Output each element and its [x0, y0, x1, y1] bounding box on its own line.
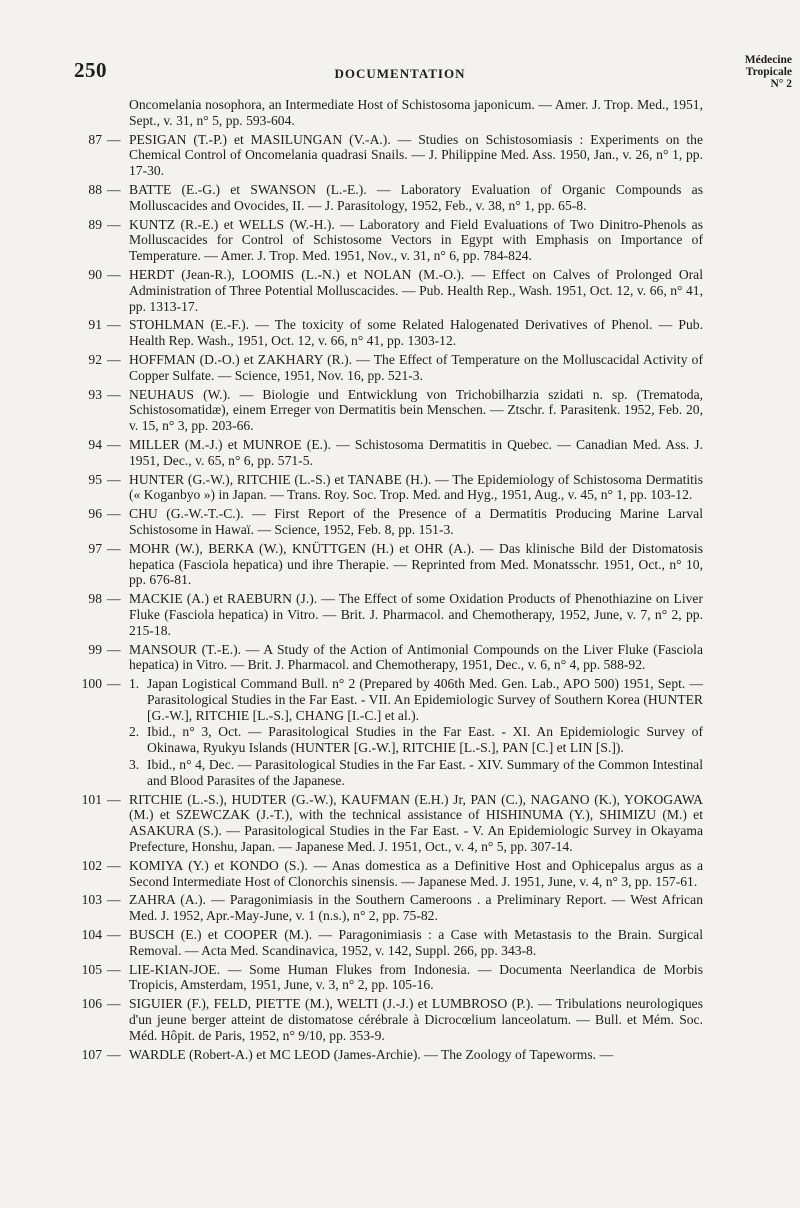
list-item: 89 — KUNTZ (R.-E.) et WELLS (W.-H.). — Laboratory and Field Evaluations of Two Dinitro-Phenols as Molluscacides for Control of Schistosome Vectors in Egypt with Emphasis on Importance of Temperature. — Amer. J. Trop. Med. 1951, Nov., v. 31, n° 6, pp. 784-824. [78, 217, 703, 264]
sub-item-number: 3. [129, 757, 140, 773]
journal-subtitle: Tropicale [745, 66, 792, 78]
entry-text: MOHR (W.), BERKA (W.), KNÜTTGEN (H.) et OHR (A.). — Das klinische Bild der Distomatosis hepatica (Fasciola hepatica) und ihre Therapie. — Reprinted from Med. Monatsschr. 1951, Oct., n° 10, pp. 676-81. [129, 540, 703, 588]
list-item: 95 — HUNTER (G.-W.), RITCHIE (L.-S.) et TANABE (H.). — The Epidemiology of Schistosoma Dermatitis (« Koganbyo ») in Japan. — Trans. Roy. Soc. Trop. Med. and Hyg., 1951, Aug., v. 45, n° 1, pp. 103-12. [78, 472, 703, 504]
sub-item-number: 2. [129, 724, 140, 740]
running-title: DOCUMENTATION [334, 66, 466, 81]
entry-text: HUNTER (G.-W.), RITCHIE (L.-S.) et TANABE (H.). — The Epidemiology of Schistosoma Dermatitis (« Koganbyo ») in Japan. — Trans. Roy. Soc. Trop. Med. and Hyg., 1951, Aug., v. 45, n° 1, pp. 103-12. [129, 471, 703, 503]
entry-text: STOHLMAN (E.-F.). — The toxicity of some Related Halogenated Derivatives of Phenol. — Pub. Health Rep. Wash., 1951, Oct. 12, v. 66, n° 41, pp. 1303-12. [129, 317, 703, 349]
entry-number: 88 [88, 181, 102, 197]
list-item: 104 — BUSCH (E.) et COOPER (M.). — Paragonimiasis : a Case with Metastasis to the Brain. Surgical Removal. — Acta Med. Scandinavica, 1952, v. 142, Suppl. 266, pp. 343-8. [78, 927, 703, 959]
entry-text: BATTE (E.-G.) et SWANSON (L.-E.). — Laboratory Evaluation of Organic Compounds as Molluscacides and Ovocides, II. — J. Parasitology, 1952, Feb., v. 38, n° 1, pp. 65-8. [129, 181, 703, 213]
entry-text: ZAHRA (A.). — Paragonimiasis in the Southern Cameroons . a Preliminary Report. — West African Med. J. 1952, Apr.-May-June, v. 1 (n.s.), n° 2, pp. 75-82. [129, 892, 703, 924]
list-item: 99 — MANSOUR (T.-E.). — A Study of the Action of Antimonial Compounds on the Liver Fluke (Fasciola hepatica) in Vitro. — Brit. J. Pharmacol. and Chemotherapy, 1951, Dec., v. 6, n° 4, pp. 588-92. [78, 642, 703, 674]
entry-text: MILLER (M.-J.) et MUNROE (E.). — Schistosoma Dermatitis in Quebec. — Canadian Med. Ass. J. 1951, Dec., v. 65, n° 6, pp. 571-5. [129, 436, 703, 468]
entry-text: WARDLE (Robert-A.) et MC LEOD (James-Archie). — The Zoology of Tapeworms. — [129, 1046, 614, 1062]
entry-number: 91 [88, 317, 102, 333]
entry-number: 105 [81, 961, 102, 977]
sub-item [129, 676, 703, 723]
entry-number: 97 [88, 540, 102, 556]
list-item: 105 — LIE-KIAN-JOE. — Some Human Flukes from Indonesia. — Documenta Neerlandica de Morbis Tropicis, Amsterdam, 1951, June, v. 3, n° 2, pp. 105-16. [78, 962, 703, 994]
entry-number: 100 [81, 676, 102, 692]
sub-item-text: Ibid., n° 4, Dec. — Parasitological Studies in the Far East. - XIV. Summary of the Common Intestinal and Blood Parasites of the Japanese. [147, 757, 703, 788]
entry-text: Oncomelania nosophora, an Intermediate Host of Schistosoma japonicum. — Amer. J. Trop. Med., 1951, Sept., v. 31, n° 5, pp. 593-604. [129, 97, 703, 128]
list-item: 107 — WARDLE (Robert-A.) et MC LEOD (James-Archie). — The Zoology of Tapeworms. — [78, 1047, 703, 1063]
entry-text: KOMIYA (Y.) et KONDO (S.). — Anas domestica as a Definitive Host and Ophicepalus argus as a Second Intermediate Host of Clonorchis sinensis. — Japanese Med. J. 1951, June, v. 4, n° 3, pp. 157-61. [129, 857, 703, 889]
sub-item-text: Ibid., n° 3, Oct. — Parasitological Studies in the Far East. - XI. An Epidemiologic Survey of Okinawa, Ryukyu Islands (HUNTER [G.-W.], RITCHIE [L.-S.], PAN [C.] et LIN [S.]). [147, 724, 703, 756]
entry-text: HERDT (Jean-R.), LOOMIS (L.-N.) et NOLAN (M.-O.). — Effect on Calves of Prolonged Oral Administration of Three Potential Molluscacides. — Pub. Health Rep., Wash. 1951, Oct. 12, v. 66, n° 41, pp. 1313-17. [129, 266, 703, 314]
entry-text: RITCHIE (L.-S.), HUDTER (G.-W.), KAUFMAN (E.H.) Jr, PAN (C.), NAGANO (K.), YOKOGAWA (M.) et SZEWCZAK (J.-T.), with the technical assistance of HISHINUMA (Y.), SHIMIZU (M.) et ASAKURA (S.). — Parasitological Studies in the Far East. - V. An Epidemiologic Survey in Okayama Prefecture, Honshu, Japan. — Japanese Med. J. 1951, Oct., v. 4, n° 5, pp. 307-14. [129, 791, 703, 855]
entry-number: 93 [88, 386, 102, 402]
list-item: 90 — HERDT (Jean-R.), LOOMIS (L.-N.) et NOLAN (M.-O.). — Effect on Calves of Prolonged Oral Administration of Three Potential Molluscacides. — Pub. Health Rep., Wash. 1951, Oct. 12, v. 66, n° 41, pp. 1313-17. [78, 267, 703, 314]
journal-name: Médecine [744, 54, 792, 66]
continued-entry [78, 97, 703, 129]
entry-text: NEUHAUS (W.). — Biologie und Entwicklung von Trichobilharzia szidati n. sp. (Trematoda, Schistosomatidæ), einem Erreger von Dermatitis bein Menschen. — Ztschr. f. Parasitenk. 1952, Feb. 20, v. 15, n° 3, pp. 203-66. [129, 386, 703, 434]
list-item-100: 100 — 1. Japan Logistical Command Bull. n° 2 (Prepared by 406th Med. Gen. Lab., APO 500) 1951, Sept. — Parasitological Studies in the Far East. - VII. An Epidemiologic Survey of Southern Korea (HUNTER [G.-W.], RITCHIE [L.-S.], CHANG [I.-C.] et al.). 2. Ibid., n° 3, Oct. — Parasitological Studies in the Far East. - XI. An Epidemiologic Survey of Okinawa, Ryukyu Islands (HUNTER [G.-W.], RITCHIE [L.-S.], PAN [C.] et LIN [S.]). 3. Ibid., n° 4, Dec. — Parasitological Studies in the Far East. - XIV. Summary of the Common Intestinal and Blood Parasites of the Japanese. [78, 676, 703, 789]
entry-text: MACKIE (A.) et RAEBURN (J.). — The Effect of some Oxidation Products of Phenothiazine on Liver Fluke (Fasciola hepatica) in Vitro. — Brit. J. Pharmacol. and Chemotherapy, 1952, June, v. 7, n° 2, pp. 215-18. [129, 591, 703, 638]
entry-number: 90 [88, 266, 102, 282]
entry-number: 101 [81, 791, 102, 807]
entry-number: 103 [81, 892, 102, 908]
entry-number: 92 [88, 351, 102, 367]
list-item: 98 — MACKIE (A.) et RAEBURN (J.). — The Effect of some Oxidation Products of Phenothiazine on Liver Fluke (Fasciola hepatica) in Vitro. — Brit. J. Pharmacol. and Chemotherapy, 1952, June, v. 7, n° 2, pp. 215-18. [78, 591, 703, 638]
list-item: 87 — PESIGAN (T.-P.) et MASILUNGAN (V.-A.). — Studies on Schistosomiasis : Experiments on the Chemical Control of Oncomelania quadrasi Snails. — J. Philippine Med. Ass. 1950, Jan., v. 26, n° 1, pp. 17-30. [78, 132, 703, 179]
entry-text: HOFFMAN (D.-O.) et ZAKHARY (R.). — The Effect of Temperature on the Molluscacidal Activity of Copper Sulfate. — Science, 1951, Nov. 16, pp. 521-3. [129, 351, 703, 383]
entry-number: 99 [88, 641, 102, 657]
sub-item-number: 1. [129, 676, 140, 692]
entry-text: CHU (G.-W.-T.-C.). — First Report of the Presence of a Dermatitis Producing Marine Larval Schistosome in Hawaï. — Science, 1952, Feb. 8, pp. 151-3. [129, 506, 703, 537]
list-item: 97 — MOHR (W.), BERKA (W.), KNÜTTGEN (H.) et OHR (A.). — Das klinische Bild der Distomatosis hepatica (Fasciola hepatica) und ihre Therapie. — Reprinted from Med. Monatsschr. 1951, Oct., n° 10, pp. 676-81. [78, 541, 703, 588]
entry-number: 89 [88, 216, 102, 232]
journal-tag [712, 54, 792, 90]
entry-number: 95 [88, 471, 102, 487]
entry-text: SIGUIER (F.), FELD, PIETTE (M.), WELTI (J.-J.) et LUMBROSO (P.). — Tribulations neurologiques d'un jeune berger atteint de distomatose cérébrale à Dicrocœlium lanceolatum. — Bull. et Mém. Soc. Méd. Hôpit. de Paris, 1952, n° 9/10, pp. 353-9. [129, 996, 703, 1043]
list-item: 94 — MILLER (M.-J.) et MUNROE (E.). — Schistosoma Dermatitis in Quebec. — Canadian Med. Ass. J. 1951, Dec., v. 65, n° 6, pp. 571-5. [78, 437, 703, 469]
sub-item-text: Japan Logistical Command Bull. n° 2 (Prepared by 406th Med. Gen. Lab., APO 500) 1951, Sept. — Parasitological Studies in the Far East. - VII. An Epidemiologic Survey of Southern Korea (HUNTER [G.-W.], RITCHIE [L.-S.], CHANG [I.-C.] et al.). [147, 676, 703, 723]
list-item: 96 — CHU (G.-W.-T.-C.). — First Report of the Presence of a Dermatitis Producing Marine Larval Schistosome in Hawaï. — Science, 1952, Feb. 8, pp. 151-3. [78, 506, 703, 538]
entry-text: KUNTZ (R.-E.) et WELLS (W.-H.). — Laboratory and Field Evaluations of Two Dinitro-Phenols as Molluscacides for Control of Schistosome Vectors in Egypt with Emphasis on Importance of Temperature. — Amer. J. Trop. Med. 1951, Nov., v. 31, n° 6, pp. 784-824. [129, 216, 703, 264]
entry-text: PESIGAN (T.-P.) et MASILUNGAN (V.-A.). — Studies on Schistosomiasis : Experiments on the Chemical Control of Oncomelania quadrasi Snails. — J. Philippine Med. Ass. 1950, Jan., v. 26, n° 1, pp. 17-30. [129, 131, 703, 179]
list-item: 106 — SIGUIER (F.), FELD, PIETTE (M.), WELTI (J.-J.) et LUMBROSO (P.). — Tribulations neurologiques d'un jeune berger atteint de distomatose cérébrale à Dicrocœlium lanceolatum. — Bull. et Mém. Soc. Méd. Hôpit. de Paris, 1952, n° 9/10, pp. 353-9. [78, 996, 703, 1043]
bibliography-list [78, 97, 703, 1065]
entry-number: 106 [81, 996, 102, 1012]
entry-text: BUSCH (E.) et COOPER (M.). — Paragonimiasis : a Case with Metastasis to the Brain. Surgical Removal. — Acta Med. Scandinavica, 1952, v. 142, Suppl. 266, pp. 343-8. [129, 927, 703, 958]
list-item: 88 — BATTE (E.-G.) et SWANSON (L.-E.). — Laboratory Evaluation of Organic Compounds as Molluscacides and Ovocides, II. — J. Parasitology, 1952, Feb., v. 38, n° 1, pp. 65-8. [78, 182, 703, 214]
entry-number: 107 [81, 1046, 102, 1062]
entry-text: LIE-KIAN-JOE. — Some Human Flukes from Indonesia. — Documenta Neerlandica de Morbis Tropicis, Amsterdam, 1951, June, v. 3, n° 2, pp. 105-16. [129, 961, 703, 993]
sub-item [129, 757, 703, 789]
page-number: 250 [74, 58, 107, 82]
list-item: 101 — RITCHIE (L.-S.), HUDTER (G.-W.), KAUFMAN (E.H.) Jr, PAN (C.), NAGANO (K.), YOKOGAWA (M.) et SZEWCZAK (J.-T.), with the technical assistance of HISHINUMA (Y.), SHIMIZU (M.) et ASAKURA (S.). — Parasitological Studies in the Far East. - V. An Epidemiologic Survey in Okayama Prefecture, Honshu, Japan. — Japanese Med. J. 1951, Oct., v. 4, n° 5, pp. 307-14. [78, 792, 703, 855]
entry-number: 87 [88, 131, 102, 147]
entry-number: 96 [88, 506, 102, 522]
list-item: 92 — HOFFMAN (D.-O.) et ZAKHARY (R.). — The Effect of Temperature on the Molluscacidal Activity of Copper Sulfate. — Science, 1951, Nov. 16, pp. 521-3. [78, 352, 703, 384]
list-item: 91 — STOHLMAN (E.-F.). — The toxicity of some Related Halogenated Derivatives of Phenol. — Pub. Health Rep. Wash., 1951, Oct. 12, v. 66, n° 41, pp. 1303-12. [78, 317, 703, 349]
list-item: 102 — KOMIYA (Y.) et KONDO (S.). — Anas domestica as a Definitive Host and Ophicepalus argus as a Second Intermediate Host of Clonorchis sinensis. — Japanese Med. J. 1951, June, v. 4, n° 3, pp. 157-61. [78, 858, 703, 890]
sub-item [129, 724, 703, 756]
entry-text: MANSOUR (T.-E.). — A Study of the Action of Antimonial Compounds on the Liver Fluke (Fasciola hepatica) in Vitro. — Brit. J. Pharmacol. and Chemotherapy, 1951, Dec., v. 6, n° 4, pp. 588-92. [129, 641, 703, 673]
entry-number: 94 [88, 436, 102, 452]
journal-issue: N° 2 [770, 78, 792, 90]
entry-number: 104 [81, 927, 102, 943]
entry-number: 102 [81, 857, 102, 873]
list-item: 93 — NEUHAUS (W.). — Biologie und Entwicklung von Trichobilharzia szidati n. sp. (Trematoda, Schistosomatidæ), einem Erreger von Dermatitis bein Menschen. — Ztschr. f. Parasitenk. 1952, Feb. 20, v. 15, n° 3, pp. 203-66. [78, 387, 703, 434]
entry-number: 98 [88, 591, 102, 607]
list-item: 103 — ZAHRA (A.). — Paragonimiasis in the Southern Cameroons . a Preliminary Report. — West African Med. J. 1952, Apr.-May-June, v. 1 (n.s.), n° 2, pp. 75-82. [78, 892, 703, 924]
